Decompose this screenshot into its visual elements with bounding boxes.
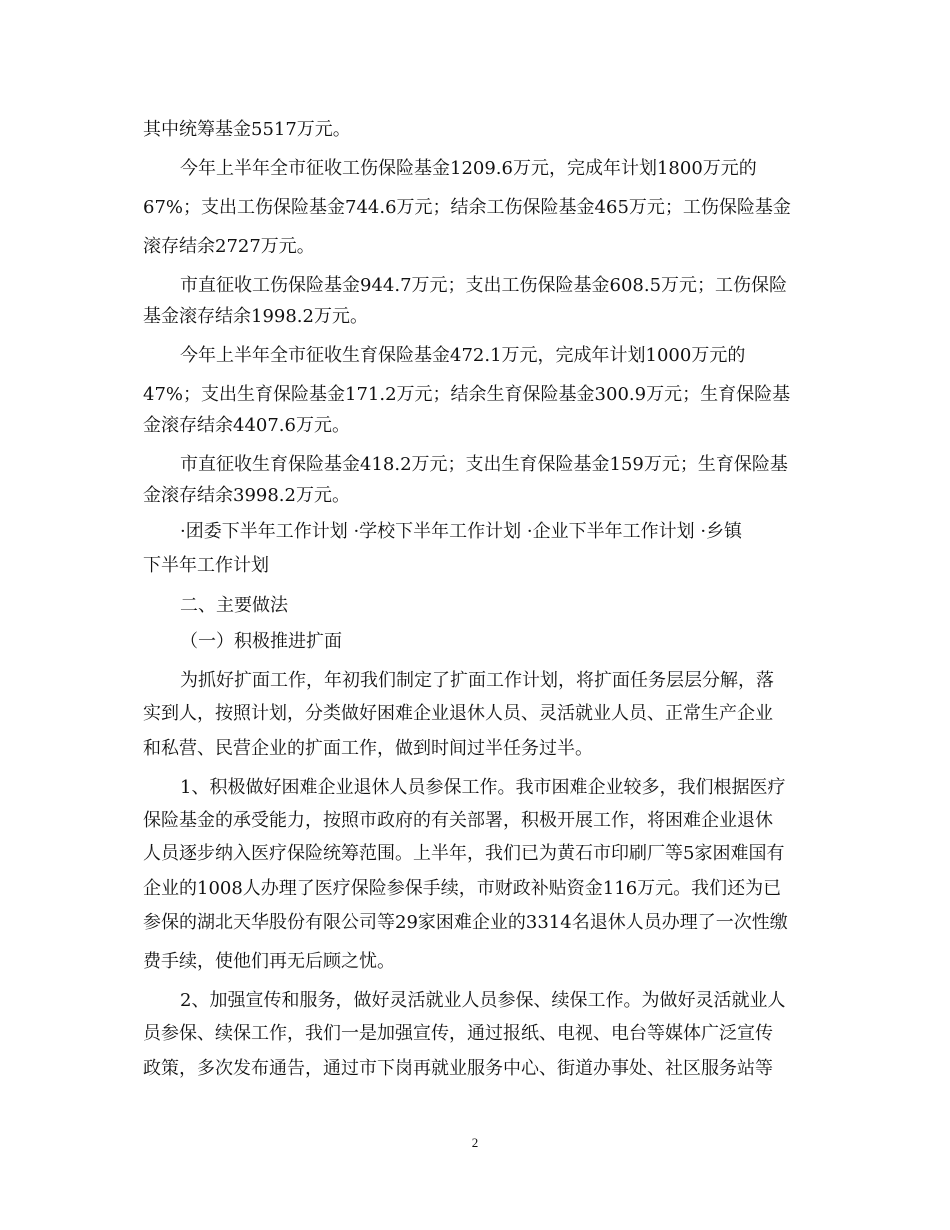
page-number: 2 bbox=[471, 1135, 479, 1150]
text-line: 金滚存结余4407.6万元。 bbox=[143, 415, 350, 436]
text-line: 基金滚存结余1998.2万元。 bbox=[143, 306, 368, 327]
subsection-heading: （一）积极推进扩面 bbox=[180, 631, 342, 652]
text-line: 1、积极做好困难企业退休人员参保工作。我市困难企业较多，我们根据医疗 bbox=[180, 777, 786, 798]
related-links[interactable]: ·团委下半年工作计划 ·学校下半年工作计划 ·企业下半年工作计划 ·乡镇 bbox=[180, 521, 743, 542]
text-line: 金滚存结余3998.2万元。 bbox=[143, 485, 350, 506]
text-line: 今年上半年全市征收工伤保险基金1209.6万元，完成年计划1800万元的 bbox=[180, 158, 757, 179]
text-line: 员参保、续保工作，我们一是加强宣传，通过报纸、电视、电台等媒体广泛宣传 bbox=[143, 1023, 773, 1044]
text-line: 47%；支出生育保险基金171.2万元；结余生育保险基金300.9万元；生育保险基 bbox=[143, 384, 791, 405]
text-line: 市直征收生育保险基金418.2万元；支出生育保险基金159万元；生育保险基 bbox=[180, 454, 788, 475]
text-line: 人员逐步纳入医疗保险统筹范围。上半年，我们已为黄石市印刷厂等5家困难国有 bbox=[143, 843, 785, 864]
text-line: 2、加强宣传和服务，做好灵活就业人员参保、续保工作。为做好灵活就业人 bbox=[180, 990, 786, 1011]
related-links-continued[interactable]: 下半年工作计划 bbox=[143, 555, 269, 576]
text-line: 今年上半年全市征收生育保险基金472.1万元，完成年计划1000万元的 bbox=[180, 345, 746, 366]
text-line: 为抓好扩面工作，年初我们制定了扩面工作计划，将扩面任务层层分解，落 bbox=[180, 670, 774, 691]
text-line: 67%；支出工伤保险基金744.6万元；结余工伤保险基金465万元；工伤保险基金 bbox=[143, 197, 791, 218]
text-line: 参保的湖北天华股份有限公司等29家困难企业的3314名退休人员办理了一次性缴 bbox=[143, 912, 788, 933]
text-line: 费手续，使他们再无后顾之忧。 bbox=[143, 951, 395, 972]
text-line: 政策，多次发布通告，通过市下岗再就业服务中心、街道办事处、社区服务站等 bbox=[143, 1058, 773, 1079]
section-heading: 二、主要做法 bbox=[180, 595, 288, 616]
text-line: 市直征收工伤保险基金944.7万元；支出工伤保险基金608.5万元；工伤保险 bbox=[180, 275, 788, 296]
text-line: 其中统筹基金5517万元。 bbox=[143, 119, 351, 140]
text-line: 保险基金的承受能力，按照市政府的有关部署，积极开展工作，将困难企业退休 bbox=[143, 810, 773, 831]
text-line: 实到人，按照计划，分类做好困难企业退休人员、灵活就业人员、正常生产企业 bbox=[143, 703, 773, 724]
text-line: 和私营、民营企业的扩面工作，做到时间过半任务过半。 bbox=[143, 738, 593, 759]
text-line: 企业的1008人办理了医疗保险参保手续，市财政补贴资金116万元。我们还为已 bbox=[143, 878, 782, 899]
text-line: 滚存结余2727万元。 bbox=[143, 236, 315, 257]
